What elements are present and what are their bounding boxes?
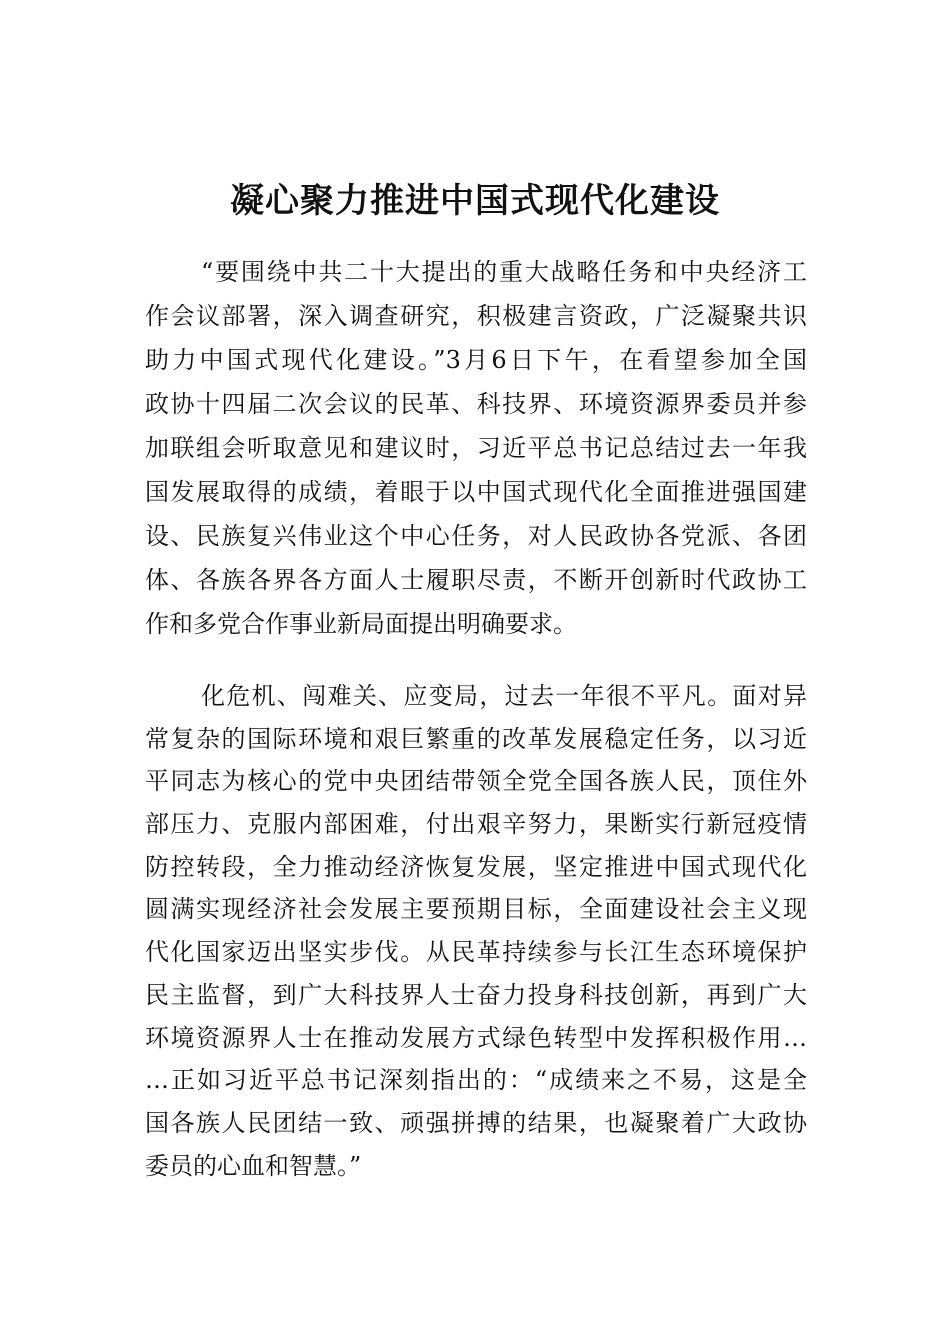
text-line: “要围绕中共二十大提出的重大战略任务和中央经济工 <box>201 258 807 286</box>
text-line: 助力中国式现代化建设。”3月6日下午，在看望参加全国 <box>145 346 807 374</box>
text-line: 国发展取得的成绩，着眼于以中国式现代化全面推进强国建 <box>145 478 807 506</box>
paragraph-1 <box>145 250 807 646</box>
text-line: 平同志为核心的党中央团结带领全党全国各族人民，顶住外 <box>145 767 807 796</box>
text-line: 体、各族各界各方面人士履职尽责，不断开创新时代政协工 <box>145 566 807 594</box>
text-line: 作会议部署，深入调查研究，积极建言资政，广泛凝聚共识 <box>145 302 807 330</box>
text-line: 代化国家迈出坚实步伐。从民革持续参与长江生态环境保护 <box>145 938 807 967</box>
text-line: 设、民族复兴伟业这个中心任务，对人民政协各党派、各团 <box>145 522 807 550</box>
text-line: 作和多党合作事业新局面提出明确要求。 <box>145 610 577 638</box>
text-line: 防控转段，全力推动经济恢复发展，坚定推进中国式现代化 <box>145 852 807 881</box>
text-line: 加联组会听取意见和建议时，习近平总书记总结过去一年我 <box>145 434 807 462</box>
text-line: 圆满实现经济社会发展主要预期目标，全面建设社会主义现 <box>145 895 807 924</box>
text-line: 常复杂的国际环境和艰巨繁重的改革发展稳定任务，以习近 <box>145 724 807 753</box>
document-title: 凝心聚力推进中国式现代化建设 <box>230 181 720 221</box>
text-line: 委员的心血和智慧。” <box>145 1151 362 1180</box>
text-line: 化危机、闯难关、应变局，过去一年很不平凡。面对异 <box>201 682 807 710</box>
paragraph-2 <box>145 675 807 1187</box>
text-line: …正如习近平总书记深刻指出的：“成绩来之不易，这是全 <box>145 1066 807 1095</box>
text-line: 政协十四届二次会议的民革、科技界、环境资源界委员并参 <box>145 390 807 418</box>
text-line: 国各族人民团结一致、顽强拼搏的结果，也凝聚着广大政协 <box>145 1108 807 1137</box>
text-line: 环境资源界人士在推动发展方式绿色转型中发挥积极作用… <box>145 1023 807 1052</box>
text-line: 部压力、克服内部困难，付出艰辛努力，果断实行新冠疫情 <box>145 810 807 839</box>
text-line: 民主监督，到广大科技界人士奋力投身科技创新，再到广大 <box>145 980 807 1009</box>
